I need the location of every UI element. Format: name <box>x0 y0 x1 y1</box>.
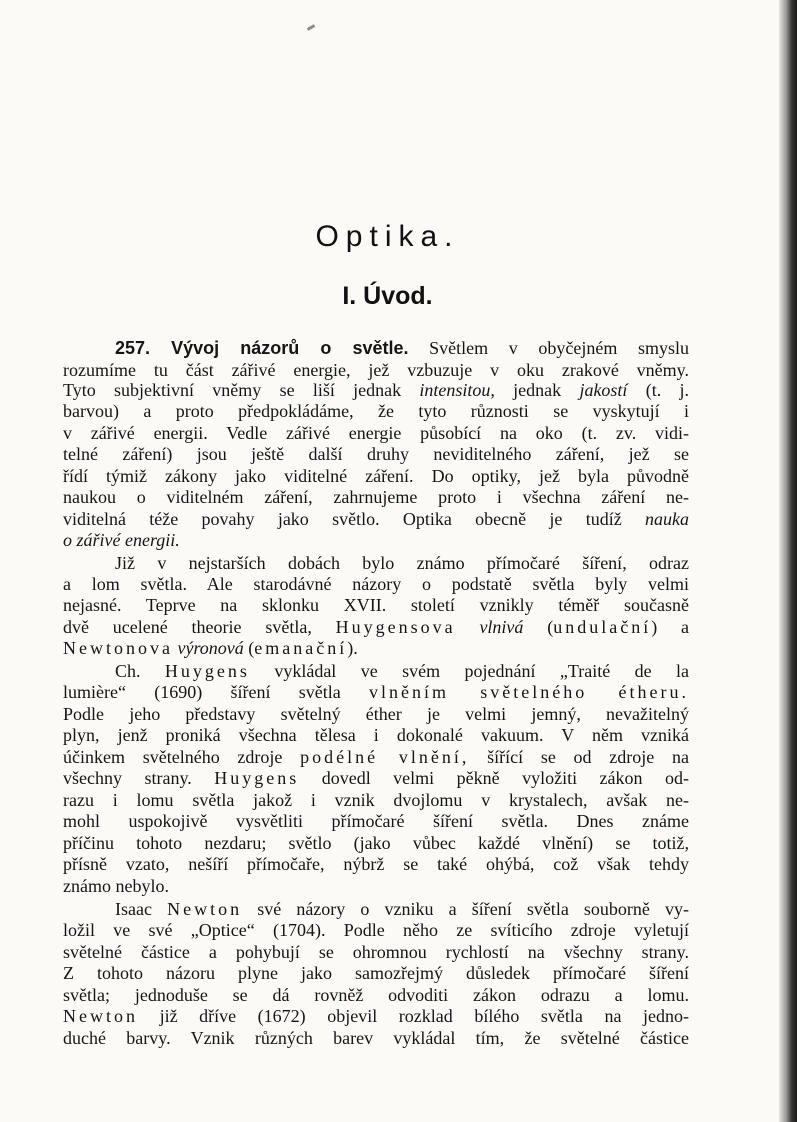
spaced-term: Newtonova <box>63 638 173 658</box>
text-run: naukou o viditelném záření, zahrnujeme proto i všechna záření ne- <box>63 487 689 507</box>
text-line <box>63 790 689 810</box>
spaced-term: Huygens <box>164 661 250 681</box>
text-line <box>63 487 689 507</box>
spaced-term: Newton <box>167 899 243 919</box>
spaced-term: vlněním světelného étheru. <box>369 682 689 702</box>
text-line <box>63 704 689 724</box>
text-line <box>63 942 689 962</box>
text-run: ). <box>347 638 358 658</box>
text-run <box>456 617 480 637</box>
text-run: duché barvy. Vznik různých barev vykládal tím, že světelné částice <box>63 1028 689 1048</box>
text-run: ( <box>523 617 554 637</box>
text-line <box>63 725 689 745</box>
text-line <box>63 509 689 529</box>
text-run: mohl uspokojivě vysvětliti přímočaré šíření světla. Dnes známe <box>63 811 689 831</box>
text-line <box>63 595 689 615</box>
text-run: své názory o vzniku a šíření světla souborně vy- <box>242 899 690 919</box>
text-line <box>63 530 689 550</box>
text-line <box>63 1006 689 1026</box>
text-run: v zářivé energii. Vedle zářivé energie působící na oko (t. zv. vidi- <box>63 423 689 443</box>
text-run: přísně vzato, nešíří přímočaře, nýbrž se také ohýbá, což však tehdy <box>63 854 689 874</box>
text-run: razu i lomu světla jakož i vznik dvojlomu v krystalech, avšak ne- <box>63 790 689 810</box>
book-spine-shadow <box>779 0 797 1122</box>
text-run: řídí týmiž zákony jako viditelné záření. Do optiky, jež byla původně <box>63 466 689 486</box>
text-line <box>63 1028 689 1048</box>
text-run: a lom světla. Ale starodávné názory o podstatě světla byly velmi <box>63 574 689 594</box>
text-run: jednak <box>494 380 580 400</box>
text-run: lumière“ (1690) šíření světla <box>63 682 370 702</box>
text-line <box>63 833 689 853</box>
text-run: Světlem v obyčejném smyslu <box>408 338 689 358</box>
spaced-term: undulační <box>553 617 652 637</box>
text-line <box>63 401 689 421</box>
spaced-term: Huygens <box>214 768 300 788</box>
text-run: ložil ve své „Optice“ (1704). Podle něho ze svíticího zdroje vyletují <box>63 920 689 940</box>
text-run: účinkem světelného zdroje <box>63 747 301 767</box>
text-line <box>115 661 689 681</box>
ink-mark <box>307 24 315 31</box>
text-line <box>63 768 689 788</box>
text-line <box>63 466 689 486</box>
spaced-term: podélné vlnění, <box>300 747 470 767</box>
text-run: dvě ucelené theorie světla, <box>63 617 336 637</box>
page-title: Optika. <box>315 220 460 253</box>
text-run: světla; jednoduše se dá rovněž odvoditi zákon odrazu a lomu. <box>63 985 689 1005</box>
text-line <box>63 920 689 940</box>
text-line <box>63 638 689 658</box>
italic-term: jakostí <box>579 380 628 400</box>
text-line <box>63 747 689 767</box>
text-run: již dříve (1672) objevil rozklad bílého světla na jedno- <box>138 1006 689 1026</box>
text-run: Isaac <box>115 899 168 919</box>
text-line <box>115 899 689 919</box>
text-run: ( <box>243 638 255 658</box>
text-run: Ch. <box>115 661 165 681</box>
text-line <box>63 963 689 983</box>
spaced-term: Huygensova <box>335 617 456 637</box>
text-line <box>63 682 689 702</box>
chapter-heading: I. Úvod. <box>342 282 433 310</box>
text-line <box>63 617 689 637</box>
text-line <box>63 876 689 896</box>
italic-term: o zářivé energii. <box>63 530 180 550</box>
text-run: Z tohoto názoru plyne jako samozřejmý důsledek přímočaré šíření <box>63 963 689 983</box>
italic-term: vlnivá <box>479 617 524 637</box>
text-line <box>63 423 689 443</box>
text-run: ) a <box>651 617 690 637</box>
text-run: telné záření) jsou ještě další druhy neviditelného záření, jež se <box>63 444 689 464</box>
spaced-term: Newton <box>63 1006 138 1026</box>
text-run: nejasné. Teprve na sklonku XVII. století vznikly téměř současně <box>63 595 689 615</box>
text-line <box>63 811 689 831</box>
text-run: plyn, jenž proniká všechna tělesa i dokonalé vakuum. V něm vzniká <box>63 725 689 745</box>
section-number: 257. <box>115 338 172 358</box>
text-run: barvou) a proto předpokládáme, že tyto různosti se vyskytují i <box>63 401 689 421</box>
section-title: Vývoj názorů o světle. <box>171 338 409 358</box>
text-run: Podle jeho představy světelný éther je velmi jemný, nevažitelný <box>63 704 689 724</box>
italic-term: nauka <box>645 509 689 529</box>
text-line <box>63 444 689 464</box>
text-line <box>63 574 689 594</box>
text-line <box>63 360 689 380</box>
text-line <box>63 380 689 400</box>
text-line <box>63 985 689 1005</box>
text-run: všechny strany. <box>63 768 215 788</box>
text-line <box>115 553 689 573</box>
text-run: Již v nejstarších dobách bylo známo přímočaré šíření, odraz <box>115 553 689 573</box>
text-line <box>115 338 689 358</box>
text-run: dovedl velmi pěkně vyložiti zákon od- <box>299 768 689 788</box>
text-run: šířící se od zdroje na <box>469 747 689 767</box>
text-run: rozumíme tu část zářivé energie, jež vzbuzuje v oku zrakové vněmy. <box>63 360 689 380</box>
italic-term: výronová <box>177 638 244 658</box>
text-run: Tyto subjektivní vněmy se liší jednak <box>63 380 420 400</box>
text-run: (t. j. <box>627 380 689 400</box>
text-run: známo nebylo. <box>63 876 169 896</box>
text-run: světelné částice a pohybují se ohromnou rychlostí na všechny strany. <box>63 942 689 962</box>
text-run: viditelná téže povahy jako světlo. Optika obecně je tudíž <box>63 509 645 529</box>
text-run: vykládal ve svém pojednání „Traité de la <box>249 661 689 681</box>
text-line <box>63 854 689 874</box>
spaced-term: emanační <box>254 638 348 658</box>
text-run: příčinu tohoto nezdaru; světlo (jako vůbec každé vlnění) se totiž, <box>63 833 689 853</box>
italic-term: intensitou, <box>419 380 495 400</box>
